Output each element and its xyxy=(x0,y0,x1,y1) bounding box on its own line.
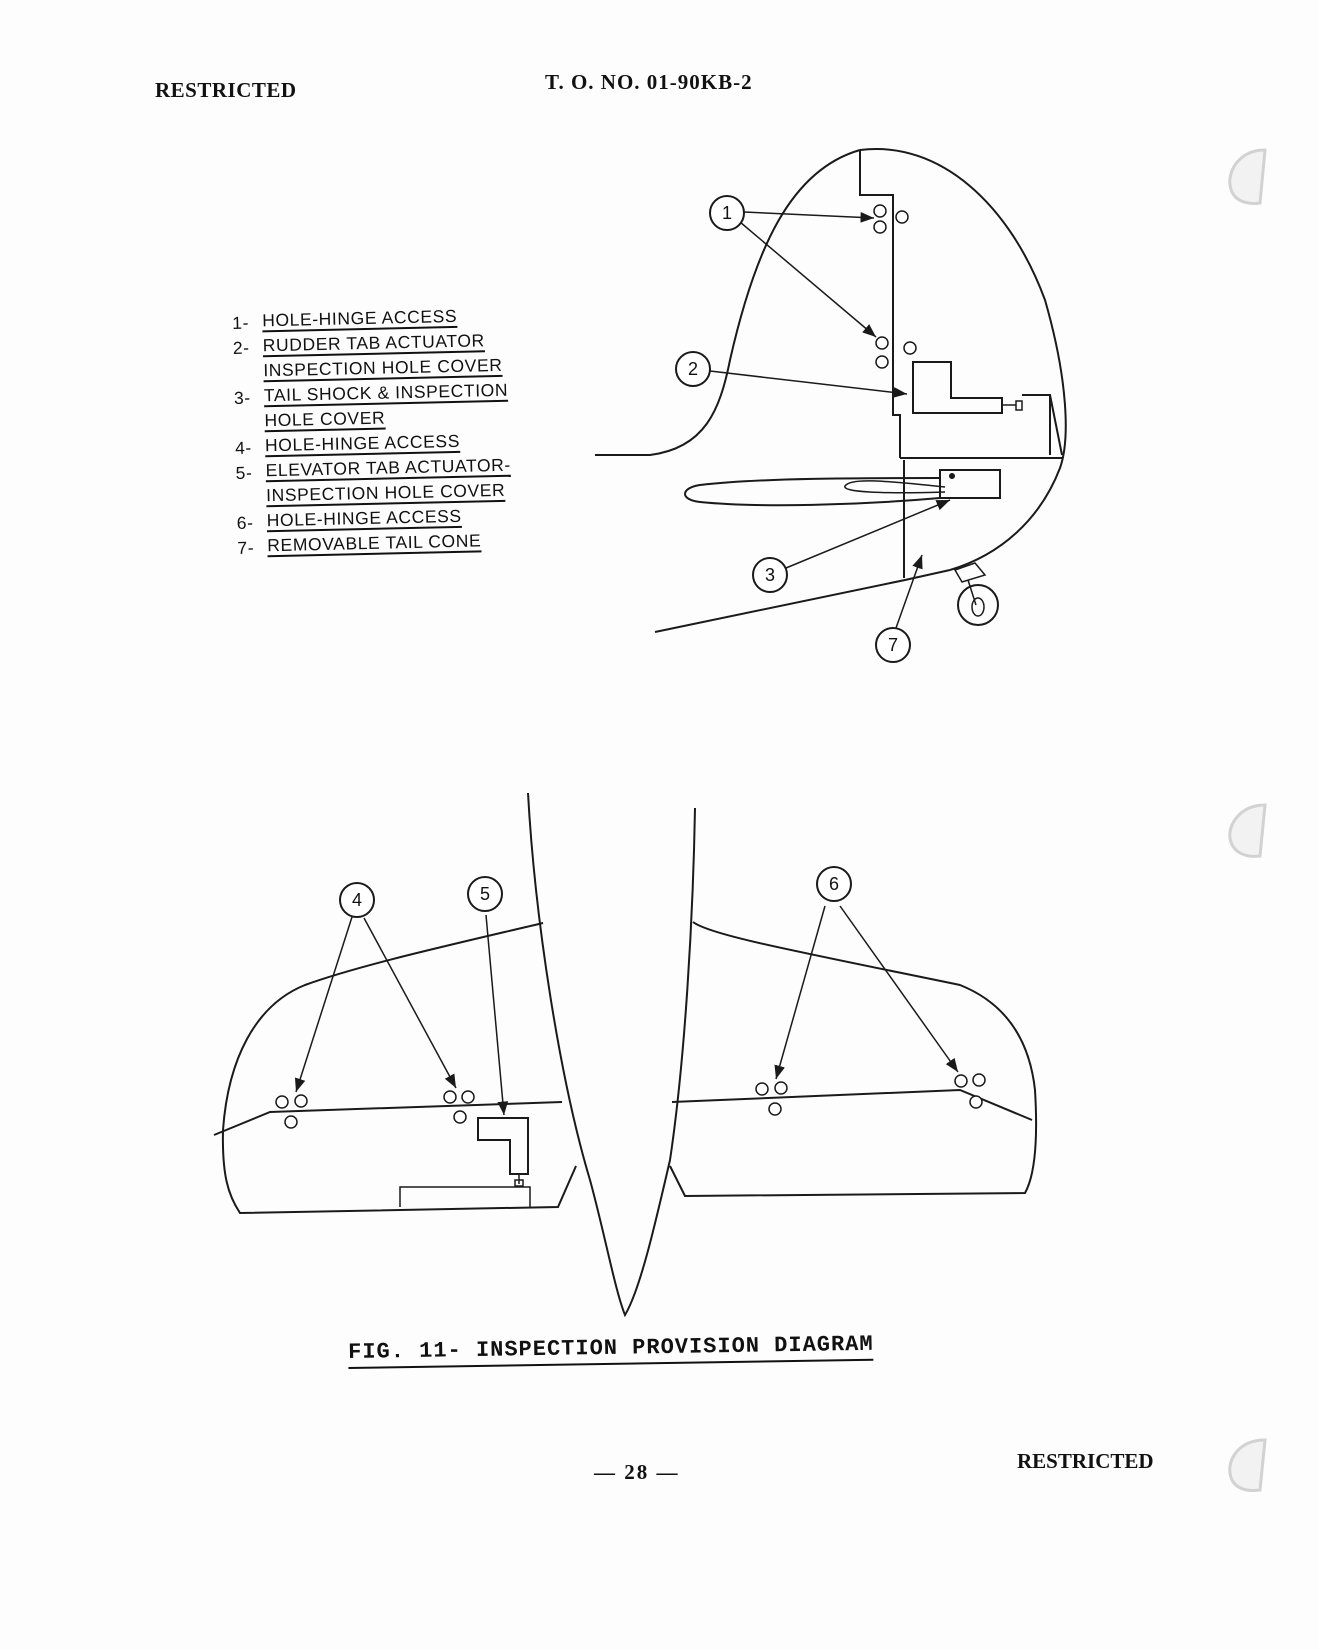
legend-label: INSPECTION HOLE COVER xyxy=(265,479,506,506)
legend-label: HOLE-HINGE ACCESS xyxy=(264,430,461,456)
legend-number: 7- xyxy=(237,537,255,558)
figure-caption-text: FIG. 11- INSPECTION PROVISION DIAGRAM xyxy=(348,1332,874,1369)
legend-label: TAIL SHOCK & INSPECTION xyxy=(263,379,509,406)
tail-wheel xyxy=(955,563,998,625)
rudder-hinge-line xyxy=(860,150,900,458)
callout-4 xyxy=(340,883,374,917)
legend-number: 5- xyxy=(235,462,253,483)
legend-label: INSPECTION HOLE COVER xyxy=(263,354,503,381)
legend-label: HOLE-HINGE ACCESS xyxy=(266,505,462,531)
callout-7 xyxy=(876,628,910,662)
legend xyxy=(232,305,558,562)
tail-shock-cover xyxy=(940,470,1000,498)
legend-label: RUDDER TAB ACTUATOR xyxy=(262,330,486,356)
page-number: — 28 — xyxy=(594,1460,680,1484)
tail-top-view xyxy=(214,793,1036,1315)
legend-number: 2- xyxy=(232,337,250,358)
fuselage-outline xyxy=(528,793,695,1315)
legend-label: HOLE-HINGE ACCESS xyxy=(261,305,458,331)
footer-classification: RESTRICTED xyxy=(1017,1449,1154,1473)
elevator-tab-actuator-cover xyxy=(478,1118,528,1174)
rudder-hinge-fasteners xyxy=(874,205,916,368)
svg-text:3: 3 xyxy=(764,565,776,585)
legend-label: ELEVATOR TAB ACTUATOR- xyxy=(265,454,512,481)
left-stabilizer-outline xyxy=(223,923,576,1213)
callout-5 xyxy=(468,877,502,911)
rudder-tab xyxy=(1022,395,1050,455)
svg-text:7: 7 xyxy=(887,635,899,655)
legend-number: 4- xyxy=(234,437,253,458)
legend-number: 6- xyxy=(236,512,254,533)
legend-label: REMOVABLE TAIL CONE xyxy=(267,530,482,556)
svg-text:5: 5 xyxy=(479,884,491,904)
svg-text:4: 4 xyxy=(351,890,363,910)
header-classification: RESTRICTED xyxy=(155,78,297,102)
callout-1 xyxy=(710,196,744,230)
rudder-tab-actuator-cover xyxy=(913,362,1002,413)
legend-label: HOLE COVER xyxy=(264,407,386,431)
callout-2 xyxy=(676,352,710,386)
legend-number: 1- xyxy=(232,312,250,333)
header-document-number: T. O. NO. 01-90KB-2 xyxy=(545,70,753,94)
right-stabilizer-outline xyxy=(670,922,1036,1196)
svg-text:1: 1 xyxy=(721,203,733,223)
tail-side-view xyxy=(595,149,1066,632)
callout-6 xyxy=(817,867,851,901)
elevator-hinge-fasteners xyxy=(276,1074,985,1128)
svg-text:6: 6 xyxy=(828,874,840,894)
svg-text:2: 2 xyxy=(687,359,699,379)
legend-number: 3- xyxy=(233,387,251,408)
rudder-trailing-edge xyxy=(1050,395,1062,455)
left-elevator-tab xyxy=(400,1187,530,1207)
callout-3 xyxy=(753,558,787,592)
fin-rudder-outline xyxy=(860,149,1066,570)
binder-holes xyxy=(1230,150,1265,1490)
